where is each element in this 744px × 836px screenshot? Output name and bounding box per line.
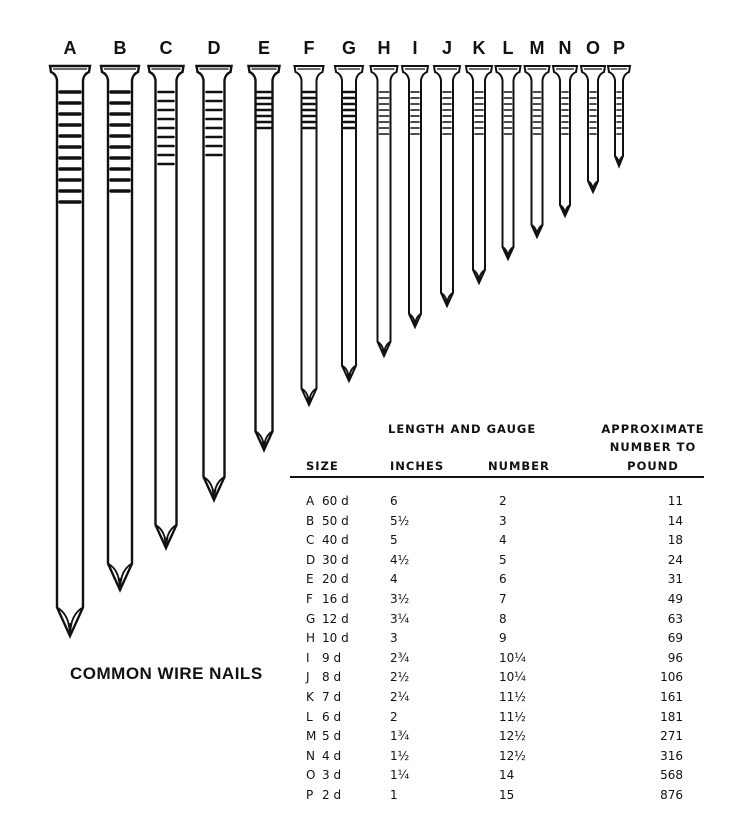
gauge-number: 2 [499,494,507,508]
nail-label-b: B [113,38,127,58]
gauge-number: 4 [499,533,507,548]
nail-label-d: D [207,38,221,58]
size-letter: I [306,650,310,665]
figure-caption: COMMON WIRE NAILS [70,664,263,683]
table-row [290,533,704,553]
nail-p [608,66,630,166]
gauge-number: 6 [499,572,507,587]
table-row [290,749,704,769]
nail-m [525,66,550,237]
nail-b [101,66,139,590]
count-per-pound: 31 [667,572,683,587]
penny-size: 5 d [322,729,342,744]
size-letter: M [306,729,317,744]
nail-k [466,66,492,283]
penny-size: 40 d [322,533,349,548]
nail-label-e: E [257,38,271,58]
length-inches: 1 [390,788,398,802]
count-per-pound: 11 [667,494,683,508]
nail-label-p: P [612,38,626,58]
penny-size: 6 d [322,709,342,724]
size-letter: C [306,533,315,548]
table-row [290,514,704,534]
nail-i [402,66,428,327]
header-inches: INCHES [390,459,445,473]
gauge-number: 3 [499,513,507,528]
length-inches: 2 [390,709,398,724]
nail-o [581,66,605,192]
penny-size: 7 d [322,690,342,704]
gauge-number: 14 [499,768,515,783]
penny-size: 60 d [322,494,349,508]
gauge-number: 11½ [499,709,526,724]
penny-size: 10 d [322,631,349,646]
count-per-pound: 316 [660,748,683,763]
gauge-number: 12½ [499,748,526,763]
penny-size: 16 d [322,592,349,606]
length-inches: 5 [390,533,398,548]
length-inches: 1¼ [390,768,410,783]
nail-d [197,66,232,500]
size-letter: A [306,494,315,508]
count-per-pound: 14 [667,513,683,528]
penny-size: 20 d [322,572,349,587]
nail-a [50,66,90,636]
gauge-number: 7 [499,592,507,606]
size-letter: P [306,788,314,802]
count-per-pound: 106 [660,670,683,685]
nail-label-j: J [441,38,453,58]
count-per-pound: 49 [667,592,683,606]
count-per-pound: 876 [660,788,683,802]
size-letter: H [306,631,316,646]
size-letter: E [306,572,314,587]
nail-label-a: A [63,38,77,58]
header-number: NUMBER [488,459,550,473]
length-inches: 3½ [390,592,410,606]
length-inches: 3¼ [390,611,410,626]
table-row [290,670,704,690]
count-per-pound: 69 [667,631,683,646]
count-per-pound: 96 [667,650,683,665]
gauge-number: 12½ [499,729,526,744]
table-row [290,690,704,710]
length-inches: 2¾ [390,650,410,665]
count-per-pound: 63 [667,611,683,626]
header-length-and-gauge: LENGTH AND GAUGE [388,422,537,436]
nail-label-c: C [159,38,173,58]
length-inches: 6 [390,494,398,508]
gauge-number: 8 [499,611,507,626]
table-row [290,788,704,808]
nail-h [371,66,398,356]
nail-j [434,66,460,306]
length-inches: 5½ [390,513,410,528]
size-letter: O [306,768,316,783]
size-letter: F [306,592,313,606]
nail-label-k: K [472,38,486,58]
penny-size: 12 d [322,611,349,626]
table-row [290,592,704,612]
count-per-pound: 181 [660,709,683,724]
table-row [290,553,704,573]
penny-size: 3 d [322,768,342,783]
count-per-pound: 568 [660,768,683,783]
nail-label-h: H [377,38,391,58]
penny-size: 50 d [322,513,349,528]
penny-size: 4 d [322,748,342,763]
header-divider [290,476,704,478]
length-inches: 1¾ [390,729,410,744]
size-letter: N [306,748,315,763]
table-row [290,494,704,514]
size-letter: L [306,709,313,724]
gauge-number: 5 [499,552,507,567]
gauge-number: 10¼ [499,670,526,685]
size-letter: B [306,513,315,528]
table-row [290,631,704,651]
header-approximate: APPROXIMATE [601,422,705,436]
penny-size: 9 d [322,650,342,665]
nail-label-m: M [529,38,545,58]
nail-label-n: N [558,38,572,58]
header-number-to: NUMBER TO [609,440,697,454]
gauge-number: 10¼ [499,650,526,665]
length-inches: 2¼ [390,690,410,704]
nail-label-o: O [585,38,601,58]
nail-l [496,66,521,259]
length-inches: 2½ [390,670,410,685]
gauge-number: 15 [499,788,515,802]
table-row [290,729,704,749]
size-letter: D [306,552,316,567]
nail-label-i: I [412,38,418,58]
nail-label-f: F [303,38,315,58]
count-per-pound: 24 [667,552,683,567]
table-row [290,572,704,592]
size-letter: J [306,670,310,685]
nail-label-l: L [502,38,514,58]
table-row [290,651,704,671]
table-row [290,768,704,788]
count-per-pound: 271 [660,729,683,744]
header-size: SIZE [306,459,339,473]
length-inches: 4½ [390,552,410,567]
nail-label-g: G [341,38,357,58]
penny-size: 2 d [322,788,342,802]
nail-c [149,66,184,548]
length-inches: 1½ [390,748,410,763]
table-row [290,612,704,632]
penny-size: 30 d [322,552,349,567]
penny-size: 8 d [322,670,342,685]
size-letter: G [306,611,316,626]
nail-n [553,66,577,216]
nail-e [249,66,280,450]
nail-f [295,66,324,405]
count-per-pound: 18 [667,533,683,548]
count-per-pound: 161 [660,690,683,704]
gauge-number: 9 [499,631,507,646]
header-pound: POUND [627,459,679,473]
table-row [290,710,704,730]
length-inches: 3 [390,631,398,646]
length-inches: 4 [390,572,398,587]
gauge-number: 11½ [499,690,526,704]
nail-g [335,66,363,381]
size-letter: K [306,690,314,704]
